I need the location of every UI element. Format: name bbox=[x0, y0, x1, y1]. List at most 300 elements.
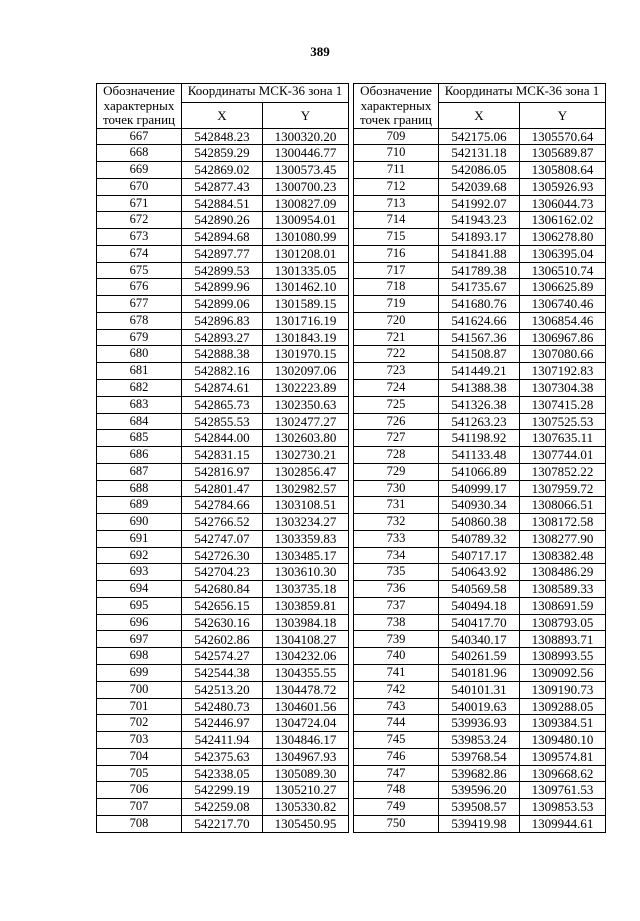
left-point-id: 677 bbox=[97, 296, 182, 313]
right-point-id: 727 bbox=[354, 430, 439, 447]
left-x-coordinate: 542630.16 bbox=[182, 614, 263, 631]
right-point-id: 740 bbox=[354, 648, 439, 665]
right-x-coordinate: 539936.93 bbox=[439, 715, 520, 732]
right-y-coordinate: 1308993.55 bbox=[520, 648, 606, 665]
table-row bbox=[97, 262, 606, 279]
table-row bbox=[97, 363, 606, 380]
left-x-coordinate: 542766.52 bbox=[182, 514, 263, 531]
left-y-coordinate: 1302856.47 bbox=[263, 463, 349, 480]
left-x-coordinate: 542882.16 bbox=[182, 363, 263, 380]
left-point-id: 691 bbox=[97, 530, 182, 547]
left-y-coordinate: 1303234.27 bbox=[263, 514, 349, 531]
table-row bbox=[97, 597, 606, 614]
left-y-coordinate: 1304108.27 bbox=[263, 631, 349, 648]
left-x-coordinate: 542446.97 bbox=[182, 715, 263, 732]
left-y-coordinate: 1300700.23 bbox=[263, 178, 349, 195]
left-point-id: 702 bbox=[97, 715, 182, 732]
left-x-coordinate: 542656.15 bbox=[182, 597, 263, 614]
right-x-coordinate: 541133.48 bbox=[439, 447, 520, 464]
table-row bbox=[97, 530, 606, 547]
left-y-coordinate: 1304355.55 bbox=[263, 665, 349, 682]
right-x-coordinate: 540181.96 bbox=[439, 665, 520, 682]
left-point-id: 706 bbox=[97, 782, 182, 799]
right-point-id: 725 bbox=[354, 396, 439, 413]
left-point-id: 683 bbox=[97, 396, 182, 413]
left-y-coordinate: 1302982.57 bbox=[263, 480, 349, 497]
x-header-left: X bbox=[182, 102, 263, 128]
left-point-id: 676 bbox=[97, 279, 182, 296]
left-x-coordinate: 542855.53 bbox=[182, 413, 263, 430]
right-point-id: 745 bbox=[354, 732, 439, 749]
right-x-coordinate: 540999.17 bbox=[439, 480, 520, 497]
table-row bbox=[97, 765, 606, 782]
left-point-id: 673 bbox=[97, 229, 182, 246]
table-row bbox=[97, 681, 606, 698]
left-point-id: 669 bbox=[97, 162, 182, 179]
left-point-id: 681 bbox=[97, 363, 182, 380]
right-x-coordinate: 542131.18 bbox=[439, 145, 520, 162]
left-x-coordinate: 542896.83 bbox=[182, 312, 263, 329]
left-y-coordinate: 1303485.17 bbox=[263, 547, 349, 564]
left-point-id: 667 bbox=[97, 128, 182, 145]
right-x-coordinate: 542039.68 bbox=[439, 178, 520, 195]
left-y-coordinate: 1302603.80 bbox=[263, 430, 349, 447]
left-x-coordinate: 542259.08 bbox=[182, 799, 263, 816]
left-x-coordinate: 542899.96 bbox=[182, 279, 263, 296]
left-point-id: 701 bbox=[97, 698, 182, 715]
right-point-id: 743 bbox=[354, 698, 439, 715]
right-point-id: 729 bbox=[354, 463, 439, 480]
left-point-id: 707 bbox=[97, 799, 182, 816]
right-point-id: 730 bbox=[354, 480, 439, 497]
right-y-coordinate: 1309853.53 bbox=[520, 799, 606, 816]
left-y-coordinate: 1300446.77 bbox=[263, 145, 349, 162]
left-point-id: 671 bbox=[97, 195, 182, 212]
right-y-coordinate: 1309480.10 bbox=[520, 732, 606, 749]
right-x-coordinate: 541449.21 bbox=[439, 363, 520, 380]
right-x-coordinate: 540569.58 bbox=[439, 581, 520, 598]
left-point-id: 686 bbox=[97, 447, 182, 464]
right-point-id: 721 bbox=[354, 329, 439, 346]
right-point-id: 738 bbox=[354, 614, 439, 631]
right-x-coordinate: 541680.76 bbox=[439, 296, 520, 313]
left-y-coordinate: 1301716.19 bbox=[263, 312, 349, 329]
left-y-coordinate: 1301843.19 bbox=[263, 329, 349, 346]
right-y-coordinate: 1308277.90 bbox=[520, 530, 606, 547]
right-x-coordinate: 541841.88 bbox=[439, 245, 520, 262]
right-point-id: 716 bbox=[354, 245, 439, 262]
left-x-coordinate: 542884.51 bbox=[182, 195, 263, 212]
page-number: 389 bbox=[310, 44, 330, 59]
right-x-coordinate: 541943.23 bbox=[439, 212, 520, 229]
table-row bbox=[97, 648, 606, 665]
table-row bbox=[97, 296, 606, 313]
right-x-coordinate: 539508.57 bbox=[439, 799, 520, 816]
right-y-coordinate: 1309761.53 bbox=[520, 782, 606, 799]
left-x-coordinate: 542899.53 bbox=[182, 262, 263, 279]
left-y-coordinate: 1304724.04 bbox=[263, 715, 349, 732]
x-header-right: X bbox=[439, 102, 520, 128]
left-x-coordinate: 542899.06 bbox=[182, 296, 263, 313]
right-y-coordinate: 1305570.64 bbox=[520, 128, 606, 145]
left-y-coordinate: 1300827.09 bbox=[263, 195, 349, 212]
right-y-coordinate: 1307744.01 bbox=[520, 447, 606, 464]
table-row bbox=[97, 396, 606, 413]
right-point-id: 726 bbox=[354, 413, 439, 430]
right-x-coordinate: 541893.17 bbox=[439, 229, 520, 246]
right-y-coordinate: 1306278.80 bbox=[520, 229, 606, 246]
right-y-coordinate: 1307959.72 bbox=[520, 480, 606, 497]
right-y-coordinate: 1305808.64 bbox=[520, 162, 606, 179]
left-x-coordinate: 542544.38 bbox=[182, 665, 263, 682]
right-y-coordinate: 1306395.04 bbox=[520, 245, 606, 262]
right-x-coordinate: 542175.06 bbox=[439, 128, 520, 145]
right-point-id: 734 bbox=[354, 547, 439, 564]
right-x-coordinate: 541992.07 bbox=[439, 195, 520, 212]
left-x-coordinate: 542217.70 bbox=[182, 815, 263, 832]
coordinates-table bbox=[96, 83, 606, 833]
table-row bbox=[97, 497, 606, 514]
left-y-coordinate: 1303610.30 bbox=[263, 564, 349, 581]
right-y-coordinate: 1308589.33 bbox=[520, 581, 606, 598]
right-y-coordinate: 1309190.73 bbox=[520, 681, 606, 698]
right-y-coordinate: 1308793.05 bbox=[520, 614, 606, 631]
right-x-coordinate: 541066.89 bbox=[439, 463, 520, 480]
right-y-coordinate: 1306162.02 bbox=[520, 212, 606, 229]
left-x-coordinate: 542602.86 bbox=[182, 631, 263, 648]
table-row bbox=[97, 581, 606, 598]
right-point-id: 742 bbox=[354, 681, 439, 698]
left-x-coordinate: 542726.30 bbox=[182, 547, 263, 564]
left-x-coordinate: 542801.47 bbox=[182, 480, 263, 497]
right-y-coordinate: 1307080.66 bbox=[520, 346, 606, 363]
table-row bbox=[97, 514, 606, 531]
right-x-coordinate: 539682.86 bbox=[439, 765, 520, 782]
left-y-coordinate: 1301335.05 bbox=[263, 262, 349, 279]
table-row bbox=[97, 463, 606, 480]
left-x-coordinate: 542865.73 bbox=[182, 396, 263, 413]
left-x-coordinate: 542877.43 bbox=[182, 178, 263, 195]
right-x-coordinate: 540261.59 bbox=[439, 648, 520, 665]
table-row bbox=[97, 145, 606, 162]
table-row bbox=[97, 279, 606, 296]
left-point-id: 668 bbox=[97, 145, 182, 162]
left-x-coordinate: 542704.23 bbox=[182, 564, 263, 581]
table-row bbox=[97, 547, 606, 564]
right-x-coordinate: 540494.18 bbox=[439, 597, 520, 614]
right-point-id: 712 bbox=[354, 178, 439, 195]
left-y-coordinate: 1303108.51 bbox=[263, 497, 349, 514]
table-row bbox=[97, 162, 606, 179]
left-y-coordinate: 1300573.45 bbox=[263, 162, 349, 179]
table-row bbox=[97, 799, 606, 816]
table-row bbox=[97, 245, 606, 262]
left-point-id: 678 bbox=[97, 312, 182, 329]
right-point-id: 719 bbox=[354, 296, 439, 313]
left-y-coordinate: 1301462.10 bbox=[263, 279, 349, 296]
y-header-left: Y bbox=[263, 102, 349, 128]
right-y-coordinate: 1309092.56 bbox=[520, 665, 606, 682]
right-x-coordinate: 539853.24 bbox=[439, 732, 520, 749]
left-point-id: 697 bbox=[97, 631, 182, 648]
right-x-coordinate: 541735.67 bbox=[439, 279, 520, 296]
right-y-coordinate: 1306740.46 bbox=[520, 296, 606, 313]
left-x-coordinate: 542375.63 bbox=[182, 748, 263, 765]
left-point-id: 705 bbox=[97, 765, 182, 782]
left-y-coordinate: 1304478.72 bbox=[263, 681, 349, 698]
table-row bbox=[97, 229, 606, 246]
table-row bbox=[97, 195, 606, 212]
right-y-coordinate: 1305689.87 bbox=[520, 145, 606, 162]
left-x-coordinate: 542574.27 bbox=[182, 648, 263, 665]
right-y-coordinate: 1308172.58 bbox=[520, 514, 606, 531]
right-x-coordinate: 540717.17 bbox=[439, 547, 520, 564]
left-y-coordinate: 1301080.99 bbox=[263, 229, 349, 246]
right-y-coordinate: 1306625.89 bbox=[520, 279, 606, 296]
coord-system-header-left: Координаты МСК-36 зона 1 bbox=[182, 84, 349, 103]
left-point-id: 682 bbox=[97, 379, 182, 396]
right-x-coordinate: 542086.05 bbox=[439, 162, 520, 179]
left-y-coordinate: 1305330.82 bbox=[263, 799, 349, 816]
right-y-coordinate: 1309288.05 bbox=[520, 698, 606, 715]
table-row bbox=[97, 665, 606, 682]
table-row bbox=[97, 748, 606, 765]
right-point-id: 735 bbox=[354, 564, 439, 581]
right-x-coordinate: 540019.63 bbox=[439, 698, 520, 715]
right-point-id: 748 bbox=[354, 782, 439, 799]
left-y-coordinate: 1300954.01 bbox=[263, 212, 349, 229]
left-x-coordinate: 542897.77 bbox=[182, 245, 263, 262]
right-point-id: 711 bbox=[354, 162, 439, 179]
left-point-id: 688 bbox=[97, 480, 182, 497]
left-point-id: 704 bbox=[97, 748, 182, 765]
left-x-coordinate: 542890.26 bbox=[182, 212, 263, 229]
right-point-id: 718 bbox=[354, 279, 439, 296]
left-point-id: 700 bbox=[97, 681, 182, 698]
table-row bbox=[97, 732, 606, 749]
left-point-id: 689 bbox=[97, 497, 182, 514]
right-y-coordinate: 1306044.73 bbox=[520, 195, 606, 212]
coord-system-header-right: Координаты МСК-36 зона 1 bbox=[439, 84, 606, 103]
right-x-coordinate: 541198.92 bbox=[439, 430, 520, 447]
left-y-coordinate: 1305450.95 bbox=[263, 815, 349, 832]
right-point-id: 744 bbox=[354, 715, 439, 732]
left-y-coordinate: 1304232.06 bbox=[263, 648, 349, 665]
table-header bbox=[97, 84, 606, 129]
right-y-coordinate: 1306967.86 bbox=[520, 329, 606, 346]
table-row bbox=[97, 614, 606, 631]
table-row bbox=[97, 430, 606, 447]
left-x-coordinate: 542680.84 bbox=[182, 581, 263, 598]
left-x-coordinate: 542338.05 bbox=[182, 765, 263, 782]
left-point-id: 672 bbox=[97, 212, 182, 229]
left-x-coordinate: 542299.19 bbox=[182, 782, 263, 799]
left-y-coordinate: 1303735.18 bbox=[263, 581, 349, 598]
right-point-id: 733 bbox=[354, 530, 439, 547]
right-y-coordinate: 1308066.51 bbox=[520, 497, 606, 514]
right-y-coordinate: 1307852.22 bbox=[520, 463, 606, 480]
table-row bbox=[97, 346, 606, 363]
table-row bbox=[97, 212, 606, 229]
left-point-id: 696 bbox=[97, 614, 182, 631]
table-row bbox=[97, 128, 606, 145]
right-y-coordinate: 1307635.11 bbox=[520, 430, 606, 447]
left-x-coordinate: 542893.27 bbox=[182, 329, 263, 346]
left-y-coordinate: 1302477.27 bbox=[263, 413, 349, 430]
right-point-id: 731 bbox=[354, 497, 439, 514]
right-x-coordinate: 541263.23 bbox=[439, 413, 520, 430]
left-point-id: 703 bbox=[97, 732, 182, 749]
left-x-coordinate: 542411.94 bbox=[182, 732, 263, 749]
right-x-coordinate: 541326.38 bbox=[439, 396, 520, 413]
table-row bbox=[97, 782, 606, 799]
right-point-id: 741 bbox=[354, 665, 439, 682]
left-y-coordinate: 1305089.30 bbox=[263, 765, 349, 782]
right-x-coordinate: 541567.36 bbox=[439, 329, 520, 346]
left-y-coordinate: 1304846.17 bbox=[263, 732, 349, 749]
right-point-id: 750 bbox=[354, 815, 439, 832]
table-row bbox=[97, 312, 606, 329]
coordinates-sheet bbox=[96, 83, 606, 830]
right-point-id: 715 bbox=[354, 229, 439, 246]
left-y-coordinate: 1304601.56 bbox=[263, 698, 349, 715]
right-point-id: 710 bbox=[354, 145, 439, 162]
table-row bbox=[97, 178, 606, 195]
left-point-id: 698 bbox=[97, 648, 182, 665]
left-point-id: 695 bbox=[97, 597, 182, 614]
table-row bbox=[97, 447, 606, 464]
right-x-coordinate: 541508.87 bbox=[439, 346, 520, 363]
left-point-id: 679 bbox=[97, 329, 182, 346]
left-point-id: 687 bbox=[97, 463, 182, 480]
left-point-id: 685 bbox=[97, 430, 182, 447]
left-y-coordinate: 1301589.15 bbox=[263, 296, 349, 313]
table-row bbox=[97, 698, 606, 715]
right-x-coordinate: 541789.38 bbox=[439, 262, 520, 279]
left-x-coordinate: 542747.07 bbox=[182, 530, 263, 547]
right-x-coordinate: 539768.54 bbox=[439, 748, 520, 765]
right-y-coordinate: 1307525.53 bbox=[520, 413, 606, 430]
left-y-coordinate: 1304967.93 bbox=[263, 748, 349, 765]
left-x-coordinate: 542848.23 bbox=[182, 128, 263, 145]
right-point-id: 749 bbox=[354, 799, 439, 816]
left-point-id: 692 bbox=[97, 547, 182, 564]
table-row bbox=[97, 379, 606, 396]
left-x-coordinate: 542894.68 bbox=[182, 229, 263, 246]
table-row bbox=[97, 631, 606, 648]
left-y-coordinate: 1305210.27 bbox=[263, 782, 349, 799]
right-x-coordinate: 541624.66 bbox=[439, 312, 520, 329]
right-x-coordinate: 540340.17 bbox=[439, 631, 520, 648]
left-point-id: 675 bbox=[97, 262, 182, 279]
table-row bbox=[97, 413, 606, 430]
table-row bbox=[97, 564, 606, 581]
right-point-id: 746 bbox=[354, 748, 439, 765]
right-point-id: 723 bbox=[354, 363, 439, 380]
left-y-coordinate: 1301970.15 bbox=[263, 346, 349, 363]
right-point-id: 724 bbox=[354, 379, 439, 396]
table-body bbox=[97, 128, 606, 833]
table-row bbox=[97, 329, 606, 346]
table-row bbox=[97, 715, 606, 732]
left-point-id: 694 bbox=[97, 581, 182, 598]
left-point-id: 693 bbox=[97, 564, 182, 581]
right-y-coordinate: 1307415.28 bbox=[520, 396, 606, 413]
right-point-id: 713 bbox=[354, 195, 439, 212]
left-point-id: 670 bbox=[97, 178, 182, 195]
left-x-coordinate: 542784.66 bbox=[182, 497, 263, 514]
right-point-id: 739 bbox=[354, 631, 439, 648]
right-x-coordinate: 540417.70 bbox=[439, 614, 520, 631]
left-y-coordinate: 1301208.01 bbox=[263, 245, 349, 262]
right-point-id: 722 bbox=[354, 346, 439, 363]
right-y-coordinate: 1308691.59 bbox=[520, 597, 606, 614]
left-x-coordinate: 542869.02 bbox=[182, 162, 263, 179]
left-x-coordinate: 542513.20 bbox=[182, 681, 263, 698]
right-y-coordinate: 1309574.81 bbox=[520, 748, 606, 765]
right-point-id: 737 bbox=[354, 597, 439, 614]
right-y-coordinate: 1307192.83 bbox=[520, 363, 606, 380]
left-y-coordinate: 1302223.89 bbox=[263, 379, 349, 396]
left-y-coordinate: 1303984.18 bbox=[263, 614, 349, 631]
right-point-id: 714 bbox=[354, 212, 439, 229]
left-x-coordinate: 542859.29 bbox=[182, 145, 263, 162]
right-point-id: 747 bbox=[354, 765, 439, 782]
table-row bbox=[97, 815, 606, 832]
left-point-id: 708 bbox=[97, 815, 182, 832]
right-y-coordinate: 1307304.38 bbox=[520, 379, 606, 396]
point-label-header-right: Обозначение характерных точек границ bbox=[354, 84, 439, 129]
right-x-coordinate: 540101.31 bbox=[439, 681, 520, 698]
left-x-coordinate: 542874.61 bbox=[182, 379, 263, 396]
right-x-coordinate: 541388.38 bbox=[439, 379, 520, 396]
left-y-coordinate: 1303859.81 bbox=[263, 597, 349, 614]
left-x-coordinate: 542816.97 bbox=[182, 463, 263, 480]
table-row bbox=[97, 480, 606, 497]
left-point-id: 699 bbox=[97, 665, 182, 682]
right-x-coordinate: 539419.98 bbox=[439, 815, 520, 832]
right-x-coordinate: 540860.38 bbox=[439, 514, 520, 531]
left-y-coordinate: 1302730.21 bbox=[263, 447, 349, 464]
right-y-coordinate: 1306510.74 bbox=[520, 262, 606, 279]
right-point-id: 728 bbox=[354, 447, 439, 464]
point-label-header-left: Обозначение характерных точек границ bbox=[97, 84, 182, 129]
right-point-id: 709 bbox=[354, 128, 439, 145]
left-point-id: 674 bbox=[97, 245, 182, 262]
left-y-coordinate: 1302350.63 bbox=[263, 396, 349, 413]
right-x-coordinate: 540930.34 bbox=[439, 497, 520, 514]
left-point-id: 680 bbox=[97, 346, 182, 363]
right-point-id: 720 bbox=[354, 312, 439, 329]
right-x-coordinate: 540789.32 bbox=[439, 530, 520, 547]
y-header-right: Y bbox=[520, 102, 606, 128]
left-point-id: 690 bbox=[97, 514, 182, 531]
left-x-coordinate: 542844.00 bbox=[182, 430, 263, 447]
left-y-coordinate: 1303359.83 bbox=[263, 530, 349, 547]
right-point-id: 732 bbox=[354, 514, 439, 531]
right-point-id: 736 bbox=[354, 581, 439, 598]
right-y-coordinate: 1309668.62 bbox=[520, 765, 606, 782]
right-point-id: 717 bbox=[354, 262, 439, 279]
right-y-coordinate: 1308486.29 bbox=[520, 564, 606, 581]
right-x-coordinate: 539596.20 bbox=[439, 782, 520, 799]
right-y-coordinate: 1309384.51 bbox=[520, 715, 606, 732]
right-y-coordinate: 1309944.61 bbox=[520, 815, 606, 832]
left-x-coordinate: 542888.38 bbox=[182, 346, 263, 363]
left-x-coordinate: 542831.15 bbox=[182, 447, 263, 464]
left-y-coordinate: 1300320.20 bbox=[263, 128, 349, 145]
right-x-coordinate: 540643.92 bbox=[439, 564, 520, 581]
